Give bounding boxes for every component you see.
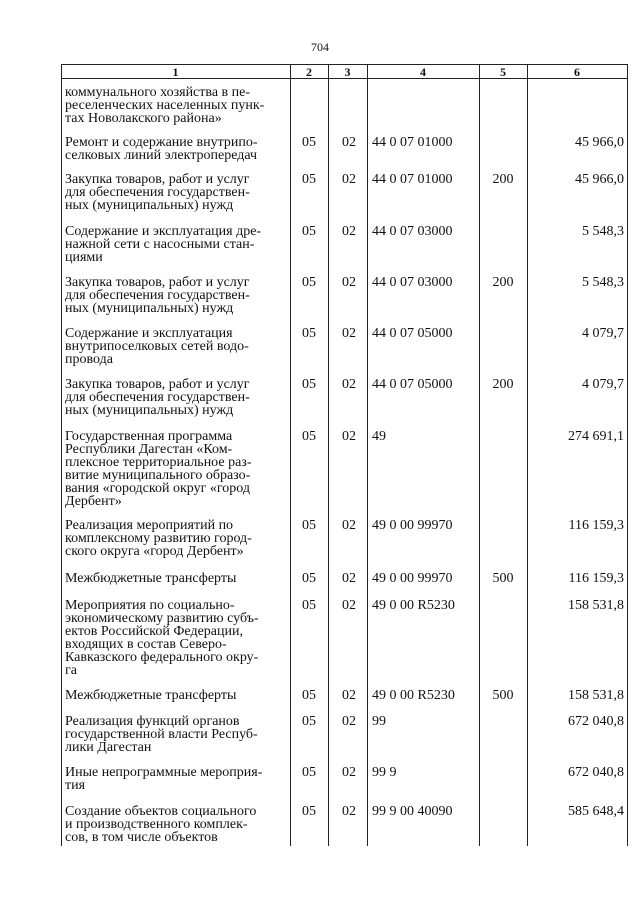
row-target-code: 99 bbox=[372, 714, 386, 729]
row-name: Межбюджетные трансферты bbox=[65, 571, 237, 586]
column-header-3: 3 bbox=[344, 65, 351, 79]
row-amount: 116 159,3 bbox=[568, 571, 624, 586]
row-amount: 45 966,0 bbox=[575, 172, 624, 187]
row-subsection: 02 bbox=[342, 688, 356, 703]
row-name: Закупка товаров, работ и услуг для обеспечения государствен- ных (муниципальных) нужд bbox=[65, 275, 250, 316]
table-border-left bbox=[61, 64, 62, 846]
row-section: 05 bbox=[302, 598, 316, 613]
row-target-code: 49 0 00 R5230 bbox=[372, 598, 455, 613]
row-target-code: 49 0 00 99970 bbox=[372, 571, 453, 586]
row-section: 05 bbox=[302, 224, 316, 239]
row-name: Закупка товаров, работ и услуг для обеспечения государствен- ных (муниципальных) нужд bbox=[65, 172, 250, 213]
row-subsection: 02 bbox=[342, 377, 356, 392]
row-section: 05 bbox=[302, 765, 316, 780]
row-expense-type: 200 bbox=[492, 172, 514, 187]
row-target-code: 44 0 07 03000 bbox=[372, 275, 453, 290]
row-section: 05 bbox=[302, 172, 316, 187]
row-amount: 274 691,1 bbox=[568, 429, 624, 444]
column-divider bbox=[527, 64, 528, 846]
row-amount: 158 531,8 bbox=[568, 688, 624, 703]
row-subsection: 02 bbox=[342, 571, 356, 586]
row-target-code: 49 bbox=[372, 429, 386, 444]
row-subsection: 02 bbox=[342, 172, 356, 187]
row-target-code: 44 0 07 05000 bbox=[372, 326, 453, 341]
table-border-right bbox=[627, 64, 628, 846]
row-subsection: 02 bbox=[342, 275, 356, 290]
row-subsection: 02 bbox=[342, 714, 356, 729]
row-section: 05 bbox=[302, 326, 316, 341]
row-name: Ремонт и содержание внутрипо- селковых линий электропередач bbox=[65, 135, 258, 163]
row-target-code: 99 9 bbox=[372, 765, 397, 780]
row-subsection: 02 bbox=[342, 765, 356, 780]
row-amount: 4 079,7 bbox=[582, 377, 624, 392]
column-header-5: 5 bbox=[500, 65, 506, 79]
column-header-1: 1 bbox=[172, 65, 179, 79]
row-name: Реализация функций органов государственной власти Респуб- лики Дагестан bbox=[65, 714, 258, 755]
row-target-code: 49 0 00 R5230 bbox=[372, 688, 455, 703]
row-name: Реализация мероприятий по комплексному развитию город- ского округа «город Дербент» bbox=[65, 518, 252, 559]
row-section: 05 bbox=[302, 714, 316, 729]
row-name: коммунального хозяйства в пе- реселенческих населенных пунк- тах Новолакского района» bbox=[65, 85, 265, 126]
column-divider bbox=[367, 64, 368, 846]
row-subsection: 02 bbox=[342, 135, 356, 150]
row-amount: 4 079,7 bbox=[582, 326, 624, 341]
row-name: Мероприятия по социально- экономическому развитию субъ- ектов Российской Федерации, входящих в состав Северо- Кавказского федерального окру- га bbox=[65, 598, 259, 678]
row-target-code: 44 0 07 01000 bbox=[372, 172, 453, 187]
row-section: 05 bbox=[302, 571, 316, 586]
row-name: Межбюджетные трансферты bbox=[65, 688, 237, 703]
row-expense-type: 200 bbox=[492, 377, 514, 392]
row-name: Государственная программа Республики Дагестан «Ком- плексное территориальное раз- витие муниципального образо- вания «городской округ «город Дербент» bbox=[65, 429, 252, 509]
row-name: Закупка товаров, работ и услуг для обеспечения государствен- ных (муниципальных) нужд bbox=[65, 377, 250, 418]
row-amount: 672 040,8 bbox=[568, 765, 624, 780]
budget-table bbox=[61, 64, 628, 846]
row-target-code: 44 0 07 03000 bbox=[372, 224, 453, 239]
row-subsection: 02 bbox=[342, 518, 356, 533]
row-section: 05 bbox=[302, 429, 316, 444]
column-divider bbox=[328, 64, 329, 846]
row-name: Содержание и эксплуатация внутрипоселковых сетей водо- провода bbox=[65, 326, 249, 367]
row-expense-type: 200 bbox=[492, 275, 514, 290]
column-divider bbox=[290, 64, 291, 846]
row-name: Создание объектов социального и производственного комплек- сов, в том числе объектов bbox=[65, 804, 257, 845]
row-section: 05 bbox=[302, 688, 316, 703]
row-subsection: 02 bbox=[342, 429, 356, 444]
row-section: 05 bbox=[302, 275, 316, 290]
row-target-code: 44 0 07 01000 bbox=[372, 135, 453, 150]
column-header-2: 2 bbox=[306, 65, 312, 79]
row-expense-type: 500 bbox=[492, 571, 514, 586]
row-amount: 158 531,8 bbox=[568, 598, 624, 613]
column-header-4: 4 bbox=[420, 65, 426, 79]
row-amount: 5 548,3 bbox=[582, 224, 624, 239]
row-name: Иные непрограммные мероприя- тия bbox=[65, 765, 263, 793]
row-section: 05 bbox=[302, 377, 316, 392]
row-amount: 45 966,0 bbox=[575, 135, 624, 150]
row-amount: 672 040,8 bbox=[568, 714, 624, 729]
row-name: Содержание и эксплуатация дре- нажной сети с насосными стан- циями bbox=[65, 224, 262, 265]
row-target-code: 99 9 00 40090 bbox=[372, 804, 453, 819]
row-target-code: 44 0 07 05000 bbox=[372, 377, 453, 392]
row-section: 05 bbox=[302, 518, 316, 533]
page-number: 704 bbox=[311, 40, 329, 54]
row-target-code: 49 0 00 99970 bbox=[372, 518, 453, 533]
row-subsection: 02 bbox=[342, 326, 356, 341]
row-subsection: 02 bbox=[342, 804, 356, 819]
row-subsection: 02 bbox=[342, 224, 356, 239]
row-expense-type: 500 bbox=[492, 688, 514, 703]
row-amount: 585 648,4 bbox=[568, 804, 624, 819]
row-section: 05 bbox=[302, 135, 316, 150]
row-amount: 116 159,3 bbox=[568, 518, 624, 533]
column-header-6: 6 bbox=[574, 65, 580, 79]
row-section: 05 bbox=[302, 804, 316, 819]
row-subsection: 02 bbox=[342, 598, 356, 613]
row-amount: 5 548,3 bbox=[582, 275, 624, 290]
